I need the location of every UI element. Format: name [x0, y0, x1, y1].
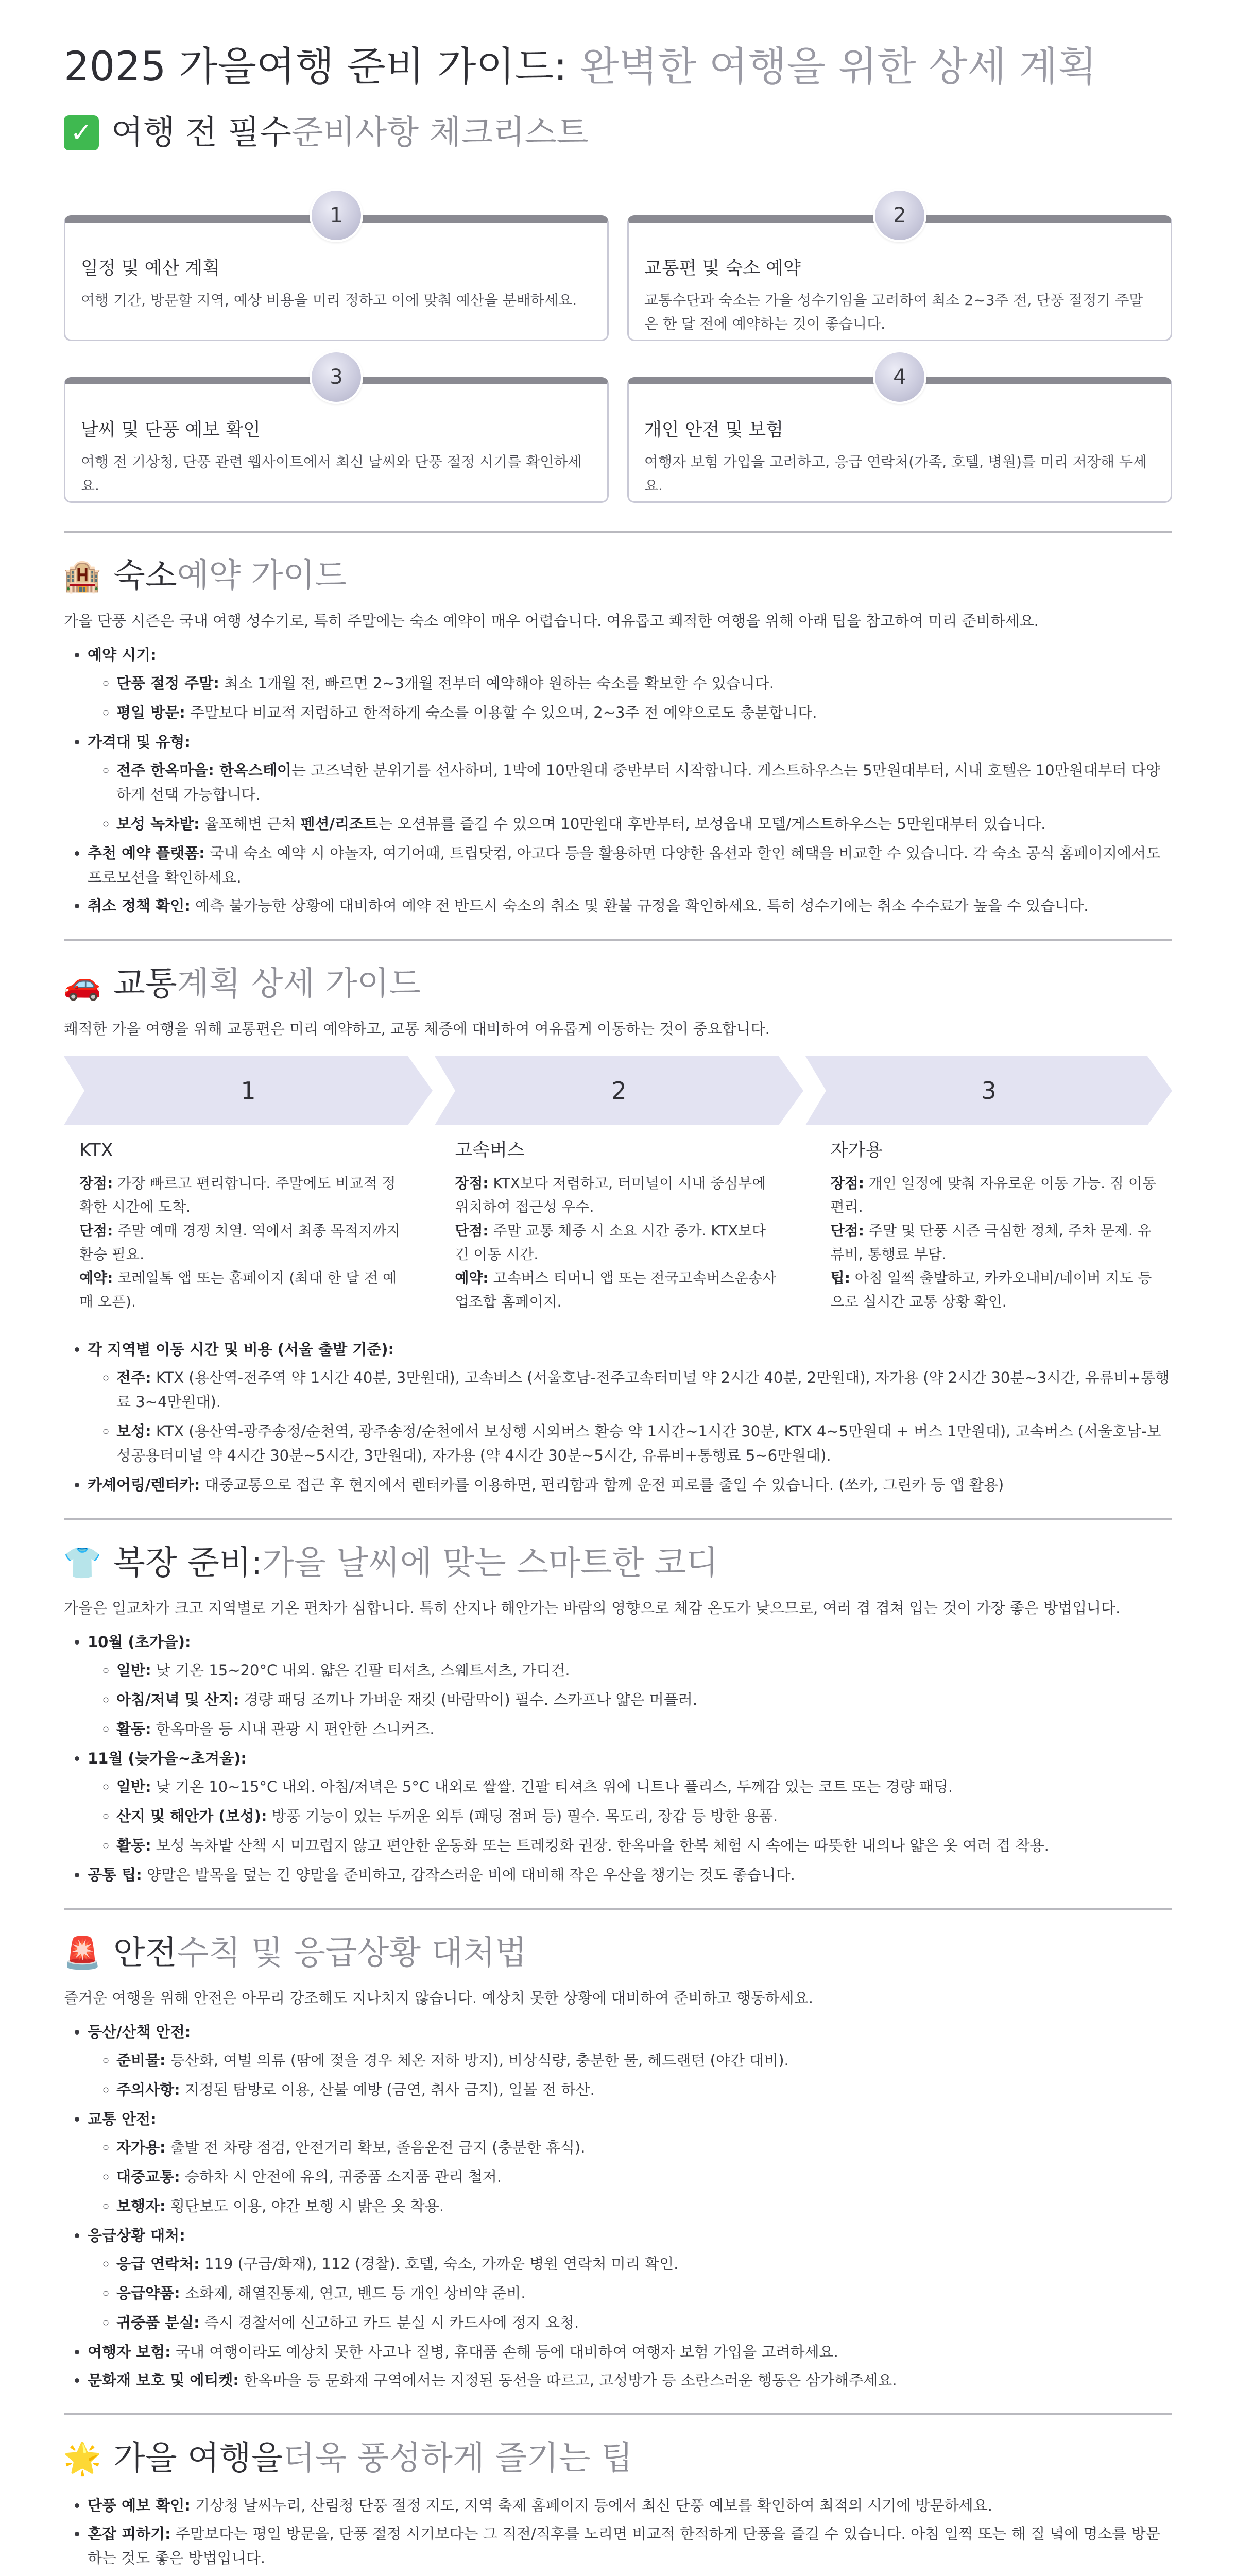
sub-list-item: [116, 2048, 1172, 2073]
transport-option-bus: [439, 1138, 796, 1314]
sub-item-text: 최소 1개월 전, 빠르면 2~3개월 전부터 예약해야 원하는 숙소를 확보할 수 있습니다.: [219, 674, 775, 692]
item-label: 교통 안전:: [88, 2110, 157, 2128]
sub-item-text: 낮 기온 10~15°C 내외. 아침/저녁은 5°C 내외로 쌀쌀. 긴팔 티셔츠 위에 니트나 플리스, 두께감 있는 코트 또는 경량 패딩.: [151, 1778, 953, 1795]
item-label: 문화재 보호 및 에티켓:: [88, 2371, 239, 2389]
sub-item-label: 전주 한옥마을: 한옥스테이: [116, 761, 291, 779]
sub-list: [88, 2252, 1172, 2335]
transport-step: [64, 1056, 433, 1125]
accommodation-heading-grey: 예약 가이드: [177, 557, 347, 595]
clothing-heading-main: 복장 준비:: [113, 1544, 263, 1582]
bullet-list: [64, 2020, 1172, 2393]
sub-list: [88, 2136, 1172, 2218]
clothing-heading: [64, 1541, 1172, 1585]
tips-heading: [64, 2437, 1172, 2480]
list-item: [88, 2224, 1172, 2335]
sub-item-text: 경량 패딩 조끼나 가벼운 재킷 (바람막이) 필수. 스카프나 얇은 머플러.: [239, 1691, 698, 1708]
transport-step: [435, 1056, 803, 1125]
item-text: 국내 여행이라도 예상치 못한 사고나 질병, 휴대품 손해 등에 대비하여 여행자 보험 가입을 고려하세요.: [170, 2343, 838, 2361]
step-number-badge: 1: [310, 189, 363, 242]
sub-list-item: [116, 2165, 1172, 2189]
tips-heading-grey: 더욱 풍성하게 즐기는 팁: [283, 2439, 633, 2478]
line-label: 팁:: [830, 1269, 850, 1286]
list-item: [88, 1337, 1172, 1468]
bullet-list: [64, 1630, 1172, 1887]
tips-list: [64, 2494, 1172, 2576]
safety-intro: 즐거운 여행을 위해 안전은 아무리 강조해도 지나치지 않습니다. 예상치 못한 상황에 대비하여 준비하고 행동하세요.: [64, 1989, 813, 2007]
sub-list-item: [116, 2194, 1172, 2218]
card-description: 여행 전 기상청, 단풍 관련 웹사이트에서 최신 날씨와 단풍 절정 시기를 확인하세요.: [81, 453, 582, 494]
hotel-icon: 🏨: [63, 558, 102, 594]
clothing-intro: 가을은 일교차가 크고 지역별로 기온 편차가 심합니다. 특히 산지나 해안가는 바람의 영향으로 체감 온도가 낮으므로, 여러 겹 겹쳐 입는 것이 가장 좋은 방법입니다.: [64, 1599, 1121, 1617]
transport-heading-grey: 계획 상세 가이드: [177, 965, 421, 1003]
item-text: 국내 숙소 예약 시 야놀자, 여기어때, 트립닷컴, 아고다 등을 활용하면 다양한 옵션과 할인 혜택을 비교할 수 있습니다. 각 숙소 공식 홈페이지에서도 프로모션을 확인하세요.: [88, 844, 1161, 886]
sub-item-label: 응급 연락처:: [116, 2255, 200, 2273]
card-title: 개인 안전 및 보험: [644, 420, 784, 440]
sub-list: [88, 671, 1172, 725]
option-line: [79, 1219, 405, 1266]
sub-item-text: 한옥마을 등 시내 관광 시 편안한 스니커즈.: [151, 1720, 435, 1738]
card-title: 교통편 및 숙소 예약: [644, 258, 801, 279]
list-item: [88, 2368, 1172, 2393]
sub-item-text: 소화제, 해열진통제, 연고, 밴드 등 개인 상비약 준비.: [180, 2284, 526, 2302]
item-label: 응급상황 대처:: [88, 2227, 185, 2244]
list-item: [88, 1473, 1172, 1497]
clothing-heading-grey: 가을 날씨에 맞는 스마트한 코디: [262, 1544, 718, 1582]
sub-list-item: [116, 701, 1172, 725]
item-label: 10월 (초가을):: [88, 1633, 191, 1651]
sub-list: [88, 1366, 1172, 1468]
sub-list-item: [116, 1717, 1172, 1741]
sub-list-item: [116, 758, 1172, 807]
line-label: 장점:: [830, 1175, 864, 1192]
step-number-badge: 3: [310, 350, 363, 404]
sub-item-label: 자가용:: [116, 2139, 166, 2156]
sub-item-label: 아침/저녁 및 산지:: [116, 1691, 239, 1708]
item-label: 취소 정책 확인:: [88, 897, 191, 914]
sub-item-text: 낮 기온 15~20°C 내외. 얇은 긴팔 티셔츠, 스웨트셔츠, 가디건.: [151, 1662, 570, 1679]
sub-list-item: [116, 1775, 1172, 1799]
transport-option-ktx: [64, 1138, 421, 1314]
sub-item-text: 119 (구급/화재), 112 (경찰). 호텔, 숙소, 가까운 병원 연락처 미리 확인.: [199, 2255, 679, 2273]
item-label: 예약 시기:: [88, 646, 157, 664]
item-label: 여행자 보험:: [88, 2343, 171, 2361]
item-text: 기상청 날씨누리, 산림청 단풍 절정 지도, 지역 축제 홈페이지 등에서 최신 단풍 예보를 확인하여 최적의 시기에 방문하세요.: [190, 2497, 992, 2514]
sub-item-text: 방풍 기능이 있는 두꺼운 외투 (패딩 점퍼 등) 필수. 목도리, 장갑 등 방한 용품.: [267, 1807, 778, 1825]
step-number-badge: 2: [873, 189, 926, 242]
option-line: [455, 1219, 781, 1266]
sub-item-text: 즉시 경찰서에 신고하고 카드 분실 시 카드사에 정지 요청.: [199, 2314, 579, 2331]
item-text: 한옥마을 등 문화재 구역에서는 지정된 동선을 따르고, 고성방가 등 소란스러운 행동은 삼가해주세요.: [239, 2371, 897, 2389]
line-label: 단점:: [830, 1222, 864, 1239]
item-text: 양말은 발목을 덮는 긴 양말을 준비하고, 갑작스러운 비에 대비해 작은 우산을 챙기는 것도 좋습니다.: [142, 1866, 795, 1884]
sub-item-text: 율포해변 근처: [199, 815, 301, 833]
sub-list-item: [116, 1658, 1172, 1683]
sub-list: [88, 758, 1172, 836]
sub-item-text: KTX (용산역-광주송정/순천역, 광주송정/순천에서 보성행 시외버스 환승 약 1시간~1시간 30분, KTX 4~5만원대 + 버스 1만원대), 고속버스 (서울호남-보성공용터미널 약 4시간 30분~5시간, 3만원대), 자가용 (약 4시간 30분~5시간, 유류비+통행료 5~6만원대).: [116, 1422, 1161, 1464]
list-item: [88, 730, 1172, 836]
line-text: 아침 일찍 출발하고, 카카오내비/네이버 지도 등으로 실시간 교통 상황 확인.: [830, 1269, 1152, 1310]
sub-item-text: 횡단보도 이용, 야간 보행 시 밝은 옷 착용.: [165, 2197, 444, 2215]
sub-item-text: 는 오션뷰를 즐길 수 있으며 10만원대 후반부터, 보성읍내 모텔/게스트하우스는 5만원대부터 있습니다.: [378, 815, 1046, 833]
option-line: [79, 1172, 405, 1219]
accommodation-heading-main: 숙소: [113, 557, 177, 595]
sub-item-text: 출발 전 차량 점검, 안전거리 확보, 졸음운전 금지 (충분한 휴식).: [165, 2139, 586, 2156]
sub-list-item: [116, 2136, 1172, 2160]
sub-item-label: 일반:: [116, 1778, 151, 1795]
step-number: 1: [241, 1077, 256, 1105]
sub-list-item: [116, 2281, 1172, 2306]
line-label: 장점:: [79, 1175, 113, 1192]
step-number: 3: [981, 1077, 997, 1105]
item-label: 혼잡 피하기:: [88, 2525, 171, 2543]
accommodation-intro: 가을 단풍 시즌은 국내 여행 성수기로, 특히 주말에는 숙소 예약이 매우 어렵습니다. 여유롭고 쾌적한 여행을 위해 아래 팁을 참고하여 미리 준비하세요.: [64, 612, 1039, 630]
item-label: 카셰어링/렌터카:: [88, 1476, 200, 1494]
step-number-badge: 4: [873, 350, 926, 404]
option-title: 자가용: [830, 1140, 883, 1161]
safety-list: [64, 2020, 1172, 2393]
line-text: 가장 빠르고 편리합니다. 주말에도 비교적 정확한 시간에 도착.: [79, 1175, 396, 1215]
sub-list-item: [116, 1834, 1172, 1858]
card-description: 여행자 보험 가입을 고려하고, 응급 연락처(가족, 호텔, 병원)를 미리 저장해 두세요.: [644, 453, 1147, 494]
sub-list-item: [116, 1419, 1172, 1468]
sub-item-label: 준비물:: [116, 2052, 166, 2069]
line-text: 코레일톡 앱 또는 홈페이지 (최대 한 달 전 예매 오픈).: [79, 1269, 397, 1310]
line-text: KTX보다 저렴하고, 터미널이 시내 중심부에 위치하여 접근성 우수.: [455, 1175, 766, 1215]
list-item: [88, 1747, 1172, 1858]
checklist-heading-main: 여행 전 필수: [111, 114, 291, 152]
transport-option-car: [815, 1138, 1172, 1314]
transport-steps: [64, 1056, 1172, 1125]
list-item: [88, 2522, 1172, 2570]
checklist-cards: [64, 204, 1172, 503]
checklist-heading-grey: 준비사항 체크리스트: [291, 114, 589, 152]
card-title: 날씨 및 단풍 예보 확인: [81, 420, 261, 440]
line-text: 개인 일정에 맞춰 자유로운 이동 가능. 짐 이동 편리.: [830, 1175, 1156, 1215]
list-item: [88, 2340, 1172, 2364]
item-label: 11월 (늦가을~초겨울):: [88, 1750, 247, 1767]
sub-item-label: 산지 및 해안가 (보성):: [116, 1807, 267, 1825]
sub-item-label: 보성:: [116, 1422, 151, 1440]
sub-item-text: 주말보다 비교적 저렴하고 한적하게 숙소를 이용할 수 있으며, 2~3주 전 예약으로도 충분합니다.: [185, 704, 817, 721]
checklist-heading: [64, 111, 1172, 155]
sub-item-label: 응급약품:: [116, 2284, 180, 2302]
clothing-list: [64, 1630, 1172, 1887]
safety-heading-main: 안전: [113, 1934, 177, 1972]
sub-item-text: 보성 녹차밭 산책 시 미끄럽지 않고 편안한 운동화 또는 트레킹화 권장. 한옥마을 한복 체험 시 속에는 따뜻한 내의나 얇은 옷 여러 겹 착용.: [151, 1837, 1049, 1854]
list-item: [88, 894, 1172, 918]
checklist-card: [627, 204, 1172, 341]
card-title: 일정 및 예산 계획: [81, 258, 220, 279]
item-text: 예측 불가능한 상황에 대비하여 예약 전 반드시 숙소의 취소 및 환불 규정을 확인하세요. 특히 성수기에는 취소 수수료가 높을 수 있습니다.: [190, 897, 1089, 914]
step-number: 2: [611, 1077, 627, 1105]
sub-item-label: 주의사항:: [116, 2081, 180, 2098]
sub-item-label: 활동:: [116, 1720, 151, 1738]
option-title: KTX: [79, 1140, 113, 1161]
card-description: 여행 기간, 방문할 지역, 예상 비용을 미리 정하고 이에 맞춰 예산을 분배하세요.: [81, 292, 577, 309]
safety-heading-grey: 수칙 및 응급상황 대처법: [177, 1934, 527, 1972]
line-label: 단점:: [79, 1222, 113, 1239]
option-line: [831, 1219, 1157, 1266]
list-item: [88, 841, 1172, 890]
sub-item-label: 보행자:: [116, 2197, 166, 2215]
transport-heading: [64, 962, 1172, 1006]
list-item: [88, 643, 1172, 725]
sub-list-item: [116, 1688, 1172, 1712]
list-item: [88, 2020, 1172, 2102]
transport-intro: 쾌적한 가을 여행을 위해 교통편은 미리 예약하고, 교통 체증에 대비하여 여유롭게 이동하는 것이 중요합니다.: [64, 1020, 770, 1038]
list-item: [88, 2494, 1172, 2518]
sub-item-text: 는 고즈넉한 분위기를 선사하며, 1박에 10만원대 중반부터 시작합니다. 게스트하우스는 5만원대부터, 시내 호텔은 10만원대부터 다양하게 선택 가능합니다.: [116, 761, 1160, 803]
sub-item-label: 단풍 절정 주말:: [116, 674, 219, 692]
tips-heading-main: 가을 여행을: [113, 2439, 283, 2478]
sub-list-item: [116, 2311, 1172, 2335]
bullet-list: [64, 643, 1172, 918]
checklist-card: [627, 365, 1172, 503]
accommodation-list: [64, 643, 1172, 918]
line-text: 고속버스 티머니 앱 또는 전국고속버스운송사업조합 홈페이지.: [455, 1269, 777, 1310]
line-text: 주말 교통 체증 시 소요 시간 증가. KTX보다 긴 이동 시간.: [455, 1222, 766, 1263]
item-label: 가격대 및 유형:: [88, 733, 191, 751]
line-label: 예약:: [79, 1269, 113, 1286]
sub-item-label: 활동:: [116, 1837, 151, 1854]
option-line: [79, 1266, 405, 1314]
sub-list-item: [116, 1366, 1172, 1414]
sub-item-label: 귀중품 분실:: [116, 2314, 200, 2331]
check-mark-icon: ✓: [64, 115, 99, 150]
list-item: [88, 1863, 1172, 1887]
sub-item-label: 평일 방문:: [116, 704, 185, 721]
line-text: 주말 예매 경쟁 치열. 역에서 최종 목적지까지 환승 필요.: [79, 1222, 401, 1263]
item-label: 등산/산책 안전:: [88, 2023, 191, 2041]
sub-item-label: 전주:: [116, 1369, 151, 1386]
bullet-list: [64, 2494, 1172, 2576]
sub-item-text: 지정된 탐방로 이용, 산불 예방 (금연, 취사 금지), 일몰 전 하산.: [180, 2081, 595, 2098]
item-label: 단풍 예보 확인:: [88, 2497, 191, 2514]
accommodation-heading: [64, 554, 1172, 598]
page-title: [64, 41, 1172, 93]
list-item: [88, 1630, 1172, 1741]
item-label: 공통 팁:: [88, 1866, 142, 1884]
option-line: [455, 1266, 781, 1314]
line-label: 단점:: [455, 1222, 489, 1239]
sub-list-item: [116, 671, 1172, 696]
sub-list-item: [116, 1804, 1172, 1828]
title-highlight: 완벽한 여행을 위한 상세 계획: [580, 44, 1097, 90]
sub-item-text: 승하차 시 안전에 유의, 귀중품 소지품 관리 철저.: [180, 2168, 502, 2185]
safety-heading: [64, 1931, 1172, 1975]
option-line: [831, 1172, 1157, 1219]
line-label: 장점:: [455, 1175, 489, 1192]
sub-list-item: [116, 2078, 1172, 2102]
sub-list-item: [116, 812, 1172, 836]
sub-item-text: KTX (용산역-전주역 약 1시간 40분, 3만원대), 고속버스 (서울호남-전주고속터미널 약 2시간 40분, 2만원대), 자가용 (약 2시간 30분~3시간, 유류비+통행료 3~4만원대).: [116, 1369, 1170, 1411]
star-icon: 🌟: [63, 2441, 102, 2477]
item-label: 추천 예약 플랫폼:: [88, 844, 205, 862]
item-text: 주말보다는 평일 방문을, 단풍 절정 시기보다는 그 직전/직후를 노리면 비교적 한적하게 단풍을 즐길 수 있습니다. 아침 일찍 또는 해 질 녘에 명소를 방문하는 것도 좋은 방법입니다.: [88, 2525, 1160, 2567]
list-item: [88, 2107, 1172, 2218]
line-label: 예약:: [455, 1269, 489, 1286]
sub-list: [88, 1658, 1172, 1741]
sub-item-text: 등산화, 여벌 의류 (땀에 젖을 경우 체온 저하 방지), 비상식량, 충분한 물, 헤드랜턴 (야간 대비).: [165, 2052, 789, 2069]
title-main: 2025 가을여행 준비 가이드:: [64, 44, 580, 90]
sub-item-label: 펜션/리조트: [300, 815, 379, 833]
item-text: 대중교통으로 접근 후 현지에서 렌터카를 이용하면, 편리함과 함께 운전 피로를 줄일 수 있습니다. (쏘카, 그린카 등 앱 활용): [200, 1476, 1004, 1494]
option-line: [455, 1172, 781, 1219]
bullet-list: [64, 1337, 1172, 1497]
sub-item-label: 보성 녹차밭:: [116, 815, 200, 833]
sub-item-label: 일반:: [116, 1662, 151, 1679]
option-line: [831, 1266, 1157, 1314]
car-icon: 🚗: [63, 966, 102, 1002]
line-text: 주말 및 단풍 시즌 극심한 정체, 주차 문제. 유류비, 통행료 부담.: [830, 1222, 1152, 1263]
sub-list: [88, 1775, 1172, 1858]
sub-list: [88, 2048, 1172, 2102]
card-description: 교통수단과 숙소는 가을 성수기임을 고려하여 최소 2~3주 전, 단풍 절정기 주말은 한 달 전에 예약하는 것이 좋습니다.: [644, 292, 1143, 332]
sub-item-label: 대중교통:: [116, 2168, 180, 2185]
item-label: 각 지역별 이동 시간 및 비용 (서울 출발 기준):: [88, 1341, 394, 1358]
checklist-card: [64, 365, 609, 503]
sub-list-item: [116, 2252, 1172, 2276]
checklist-card: [64, 204, 609, 341]
transport-list: [64, 1337, 1172, 1497]
tshirt-icon: 👕: [63, 1545, 102, 1581]
option-title: 고속버스: [455, 1140, 525, 1161]
transport-step: [805, 1056, 1172, 1125]
transport-heading-main: 교통: [113, 965, 177, 1003]
transport-options: [64, 1138, 1172, 1314]
siren-icon: 🚨: [63, 1935, 102, 1971]
